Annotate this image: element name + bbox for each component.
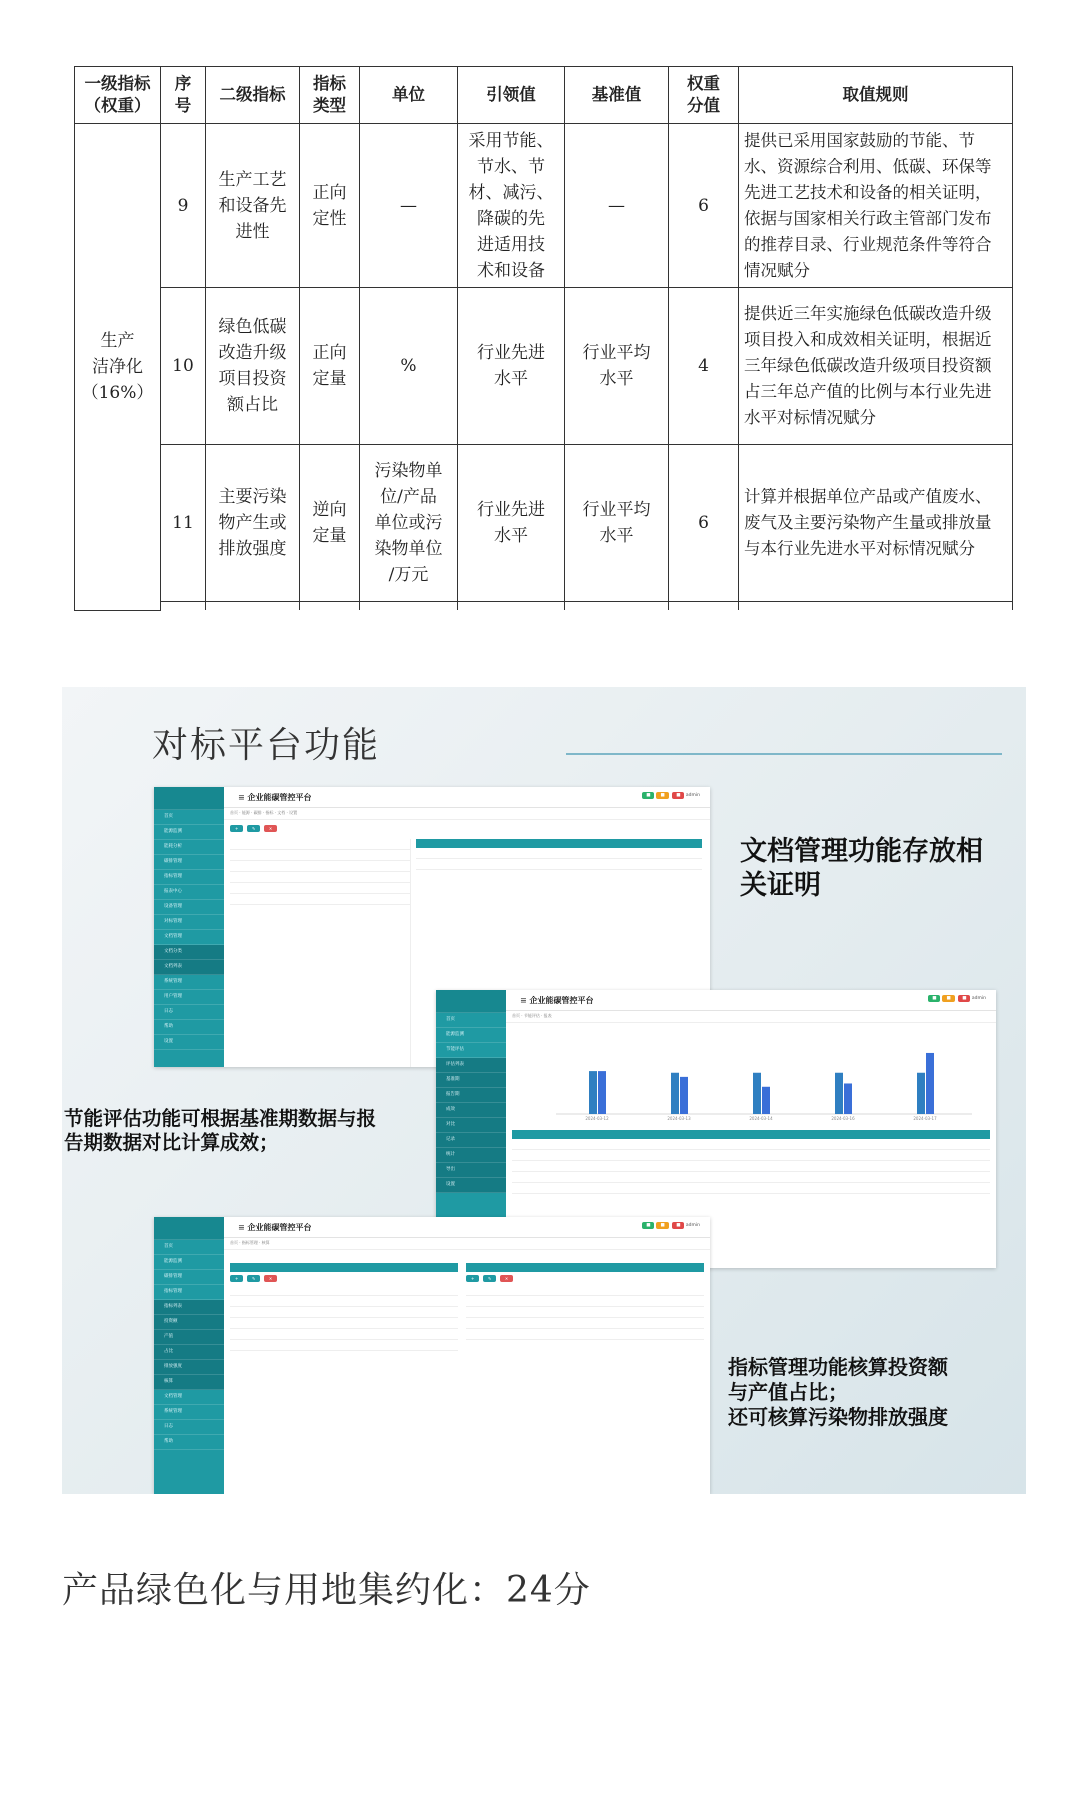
score-cell: 6 <box>669 445 739 602</box>
section-footer: 产品绿色化与用地集约化：24分 <box>62 1570 591 1611</box>
title-divider <box>566 753 1002 755</box>
x-tick-label: 2024-03-12 <box>585 1116 609 1121</box>
header-cell: 取值规则 <box>739 67 1013 124</box>
lead-value: 行业先进 水平 <box>458 445 565 602</box>
unit-cell: — <box>360 124 458 288</box>
lead-value: 采用节能、 节水、节 材、减污、 降碳的先 进适用技 术和设备 <box>458 124 565 288</box>
add-button[interactable]: + <box>230 1275 243 1282</box>
app-title: ≡ 企业能碳管控平台 <box>238 792 312 803</box>
energy-table <box>512 1130 990 1194</box>
unit-cell: 污染物单 位/产品 单位或污 染物单位 /万元 <box>360 445 458 602</box>
platform-slide <box>62 687 1026 1494</box>
row-number: 10 <box>161 288 206 445</box>
table-row <box>75 288 1013 445</box>
header-cell: 单位 <box>360 67 458 124</box>
add-button[interactable]: + <box>466 1275 479 1282</box>
chart-bar <box>835 1073 843 1114</box>
app-title: ≡ 企业能碳管控平台 <box>238 1222 312 1233</box>
doc-tree <box>230 839 411 1067</box>
indicator-name: 绿色低碳 改造升级 项目投资 额占比 <box>206 288 300 445</box>
indicator-name: 主要污染 物产生或 排放强度 <box>206 445 300 602</box>
base-value: — <box>565 124 669 288</box>
x-tick-label: 2024-03-14 <box>749 1116 773 1121</box>
header-cell: 权重 分值 <box>669 67 739 124</box>
callout-doc: 文档管理功能存放相 关证明 <box>740 836 983 901</box>
edit-button[interactable]: ✎ <box>483 1275 496 1282</box>
indicator-type: 正向 定性 <box>300 124 360 288</box>
index-right-panel <box>466 1263 704 1340</box>
base-value: 行业平均 水平 <box>565 288 669 445</box>
edit-button[interactable]: ✎ <box>247 825 260 832</box>
user-name: admin <box>971 996 986 1001</box>
table-row <box>75 445 1013 602</box>
delete-button[interactable]: ✕ <box>264 1275 277 1282</box>
app-header: ≡ 企业能碳管控平台 ■ ■ ■ admin <box>224 1217 710 1238</box>
chart-bar <box>598 1071 606 1114</box>
indicator-type: 逆向 定量 <box>300 445 360 602</box>
energy-bar-chart <box>536 1046 976 1122</box>
chart-bar <box>762 1087 770 1114</box>
chart-bar <box>671 1073 679 1114</box>
rule-cell: 提供近三年实施绿色低碳改造升级项目投入和成效相关证明，根据近三年绿色低碳改造升级项目投资额占三年总产值的比例与本行业先进水平对标情况赋分 <box>739 288 1013 445</box>
app-sidebar: 首页 能源监测 能耗分析 碳排管理 指标管理 报表中心 设备管理 对标管理 文档管理 文档分类 文档列表 系统管理 用户管理 日志 帮助 设置 <box>154 787 224 1067</box>
header-cell: 指标 类型 <box>300 67 360 124</box>
index-left-panel <box>230 1263 458 1351</box>
chart-bar <box>589 1071 597 1114</box>
chart-bar <box>917 1073 925 1114</box>
standards-table <box>74 66 1013 611</box>
doc-table <box>416 839 702 870</box>
table-row-tail <box>75 602 1013 611</box>
index-management-screenshot: 首页 能源监测 碳排管理 指标管理 指标列表 投资额 产值 占比 排放强度 核算 文档管理 系统管理 日志 帮助 ≡ 企业能碳管控平台 ■ ■ ■ admin 首页 · 指标管理 · 核算 + ✎ ✕ + ✎ ✕ <box>154 1217 710 1494</box>
header-cell: 一级指标 （权重） <box>75 67 161 124</box>
app-sidebar: 首页 能源监测 节能评估 评估列表 基准期 报告期 成效 对比 记录 统计 导出 设置 <box>436 990 506 1268</box>
callout-energy: 节能评估功能可根据基准期数据与报 告期数据对比计算成效； <box>64 1107 377 1155</box>
header-cell: 引领值 <box>458 67 565 124</box>
x-tick-label: 2024-03-13 <box>667 1116 691 1121</box>
document-management-screenshot: 首页 能源监测 能耗分析 碳排管理 指标管理 报表中心 设备管理 对标管理 文档管理 文档分类 文档列表 系统管理 用户管理 日志 帮助 设置 ≡ 企业能碳管控平台 ■ ■ ■ admin 首页 · 能源 · 碳排 · 指标 · 文档 · 设置 + ✎ ✕ <box>154 787 710 1067</box>
table-row <box>75 124 1013 288</box>
callout-index: 指标管理功能核算投资额 与产值占比； 还可核算污染物排放强度 <box>728 1355 948 1429</box>
slide-title: 对标平台功能 <box>152 725 381 766</box>
app-header: ≡ 企业能碳管控平台 ■ ■ ■ admin <box>224 787 710 808</box>
chart-bar <box>926 1053 934 1114</box>
chart-bar <box>753 1073 761 1114</box>
chart-bar <box>844 1083 852 1114</box>
header-cell: 序 号 <box>161 67 206 124</box>
table-header-row <box>75 67 1013 124</box>
rule-cell: 计算并根据单位产品或产值废水、废气及主要污染物产生量或排放量与本行业先进水平对标情况赋分 <box>739 445 1013 602</box>
x-tick-label: 2024-03-16 <box>831 1116 855 1121</box>
row-number: 11 <box>161 445 206 602</box>
rule-cell: 提供已采用国家鼓励的节能、节水、资源综合利用、低碳、环保等先进工艺技术和设备的相关证明，依据与国家相关行政主管部门发布的推荐目录、行业规范条件等符合情况赋分 <box>739 124 1013 288</box>
app-sidebar: 首页 能源监测 碳排管理 指标管理 指标列表 投资额 产值 占比 排放强度 核算 文档管理 系统管理 日志 帮助 <box>154 1217 224 1494</box>
score-cell: 6 <box>669 124 739 288</box>
x-tick-label: 2024-03-17 <box>913 1116 937 1121</box>
row-number: 9 <box>161 124 206 288</box>
app-title: ≡ 企业能碳管控平台 <box>520 995 594 1006</box>
add-button[interactable]: + <box>230 825 243 832</box>
unit-cell: % <box>360 288 458 445</box>
group-cell: 生产 洁净化 （16%） <box>75 124 161 611</box>
user-name: admin <box>685 793 700 798</box>
energy-evaluation-screenshot: 首页 能源监测 节能评估 评估列表 基准期 报告期 成效 对比 记录 统计 导出 设置 ≡ 企业能碳管控平台 ■ ■ ■ admin 首页 · 节能评估 · 报表 2024-03-12 2024-03-13 2024-03-14 2024-03-16 2024-03-17 <box>436 990 996 1268</box>
edit-button[interactable]: ✎ <box>247 1275 260 1282</box>
base-value: 行业平均 水平 <box>565 445 669 602</box>
delete-button[interactable]: ✕ <box>500 1275 513 1282</box>
indicator-name: 生产工艺 和设备先 进性 <box>206 124 300 288</box>
lead-value: 行业先进 水平 <box>458 288 565 445</box>
indicator-type: 正向 定量 <box>300 288 360 445</box>
user-name: admin <box>685 1223 700 1228</box>
header-cell: 基准值 <box>565 67 669 124</box>
chart-bar <box>680 1077 688 1114</box>
delete-button[interactable]: ✕ <box>264 825 277 832</box>
header-cell: 二级指标 <box>206 67 300 124</box>
app-header: ≡ 企业能碳管控平台 ■ ■ ■ admin <box>506 990 996 1011</box>
score-cell: 4 <box>669 288 739 445</box>
